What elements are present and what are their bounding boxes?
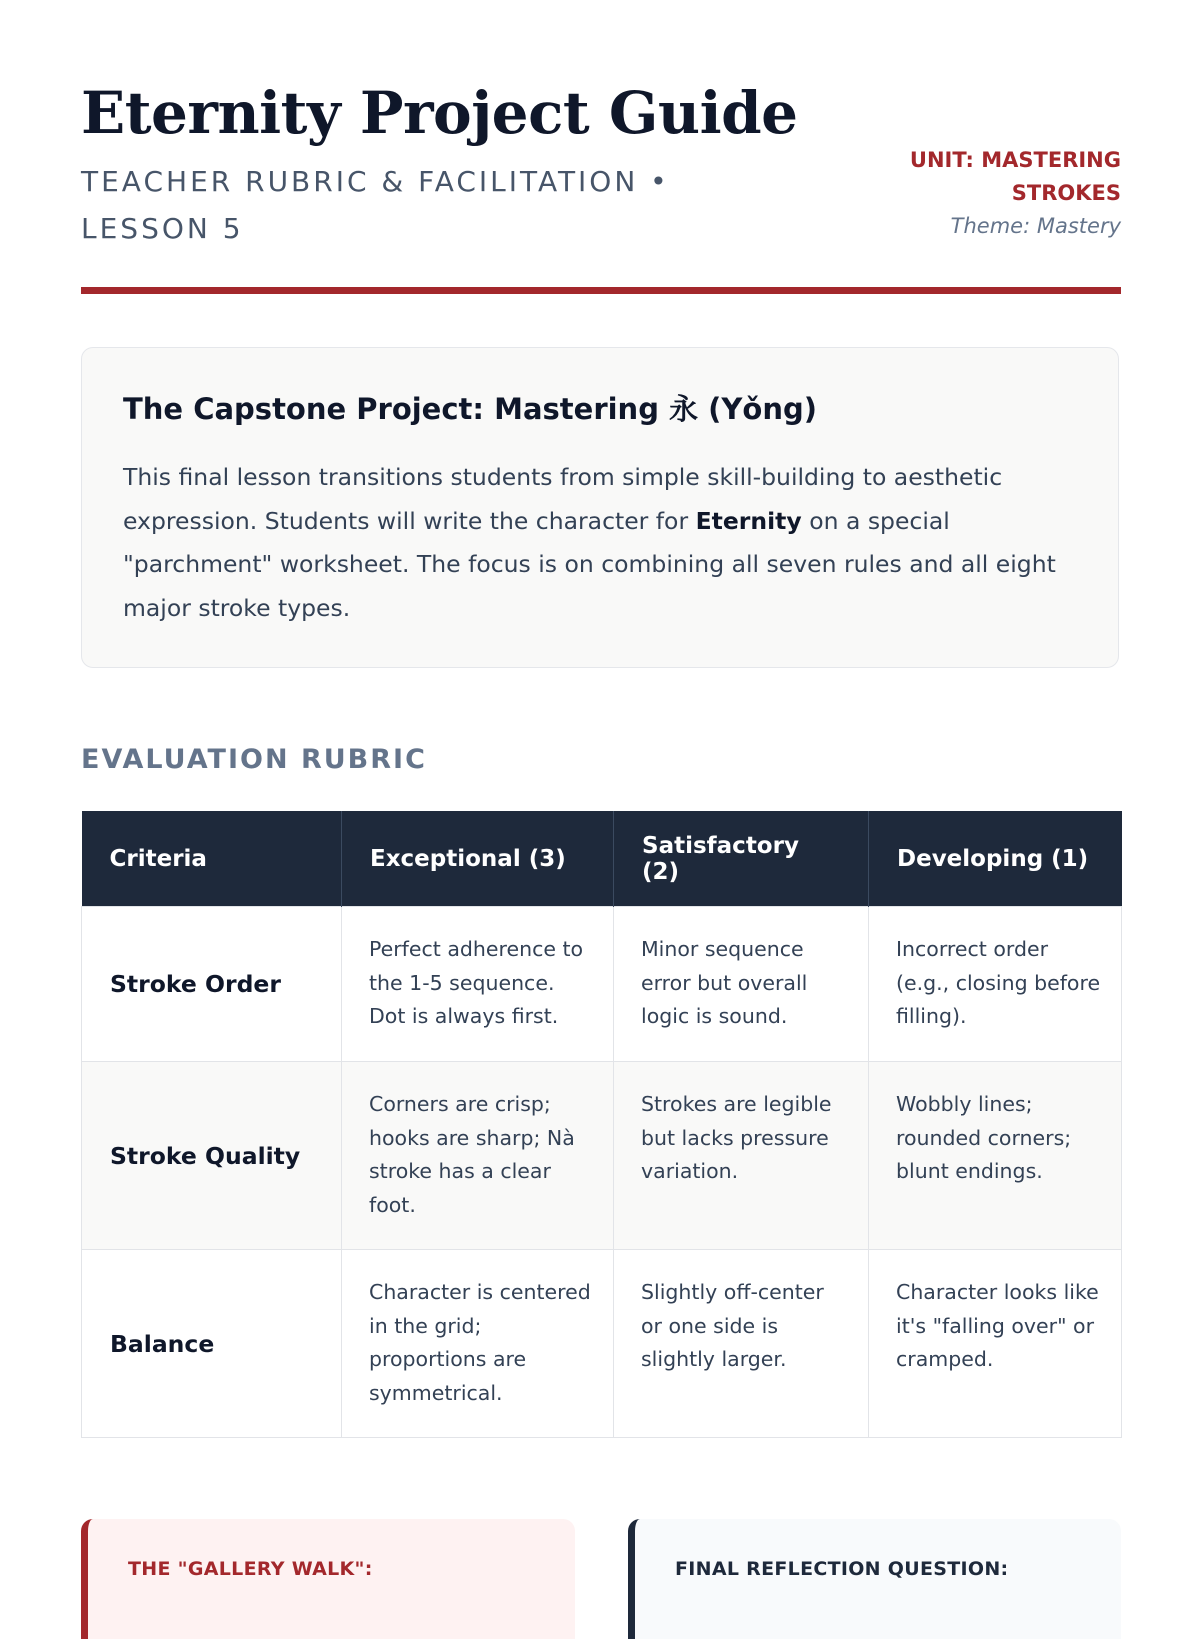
final-reflection-callout: [628, 1519, 1121, 1639]
gallery-walk-callout: [81, 1519, 575, 1639]
capstone-description: [123, 456, 1078, 630]
final-reflection-label: FINAL REFLECTION QUESTION:: [675, 1558, 1009, 1580]
unit-info: [861, 144, 1121, 243]
page-header: [81, 78, 1121, 294]
page-title: Eternity Project Guide: [81, 79, 798, 147]
gallery-walk-label: THE "GALLERY WALK":: [128, 1558, 373, 1580]
criteria-cell: Balance: [82, 1250, 342, 1438]
table-row: [82, 1062, 1122, 1250]
satisfactory-cell: Slightly off-center or one side is slightly larger.: [614, 1250, 869, 1438]
exceptional-cell: Character is centered in the grid; proportions are symmetrical.: [342, 1250, 614, 1438]
exceptional-cell: Perfect adherence to the 1-5 sequence. Dot is always first.: [342, 907, 614, 1062]
column-header-criteria: Criteria: [82, 811, 342, 907]
evaluation-rubric-table: [81, 811, 1122, 1438]
criteria-cell: Stroke Quality: [82, 1062, 342, 1250]
developing-cell: Incorrect order (e.g., closing before filling).: [869, 907, 1122, 1062]
rubric-heading: EVALUATION RUBRIC: [81, 744, 427, 775]
capstone-text-end: on a special "parchment" worksheet. The focus is on combining all seven rules and all eight major stroke types.: [123, 506, 1056, 622]
capstone-text-start: This final lesson transitions students from simple skill-building to aesthetic expression. Students will write the character for: [123, 463, 1003, 535]
table-row: [82, 1250, 1122, 1438]
developing-cell: Wobbly lines; rounded corners; blunt endings.: [869, 1062, 1122, 1250]
document-page: [81, 0, 1121, 1600]
header-divider: [81, 287, 1121, 294]
criteria-cell: Stroke Order: [82, 907, 342, 1062]
column-header-exceptional: Exceptional (3): [342, 811, 614, 907]
page-subtitle: TEACHER RUBRIC & FACILITATION • LESSON 5: [81, 165, 670, 245]
table-row: [82, 907, 1122, 1062]
satisfactory-cell: Minor sequence error but overall logic is sound.: [614, 907, 869, 1062]
exceptional-cell: Corners are crisp; hooks are sharp; Nà stroke has a clear foot.: [342, 1062, 614, 1250]
developing-cell: Character looks like it's "falling over" or cramped.: [869, 1250, 1122, 1438]
rubric-header-row: [82, 811, 1122, 907]
capstone-card: [81, 347, 1119, 668]
capstone-title: The Capstone Project: Mastering 永 (Yǒng): [123, 392, 817, 426]
satisfactory-cell: Strokes are legible but lacks pressure variation.: [614, 1062, 869, 1250]
capstone-emphasis: Eternity: [695, 506, 802, 535]
column-header-satisfactory: Satisfactory (2): [614, 811, 869, 907]
unit-label: UNIT: MASTERING STROKES: [909, 148, 1121, 205]
unit-theme: Theme: Mastery: [950, 214, 1121, 238]
column-header-developing: Developing (1): [869, 811, 1122, 907]
